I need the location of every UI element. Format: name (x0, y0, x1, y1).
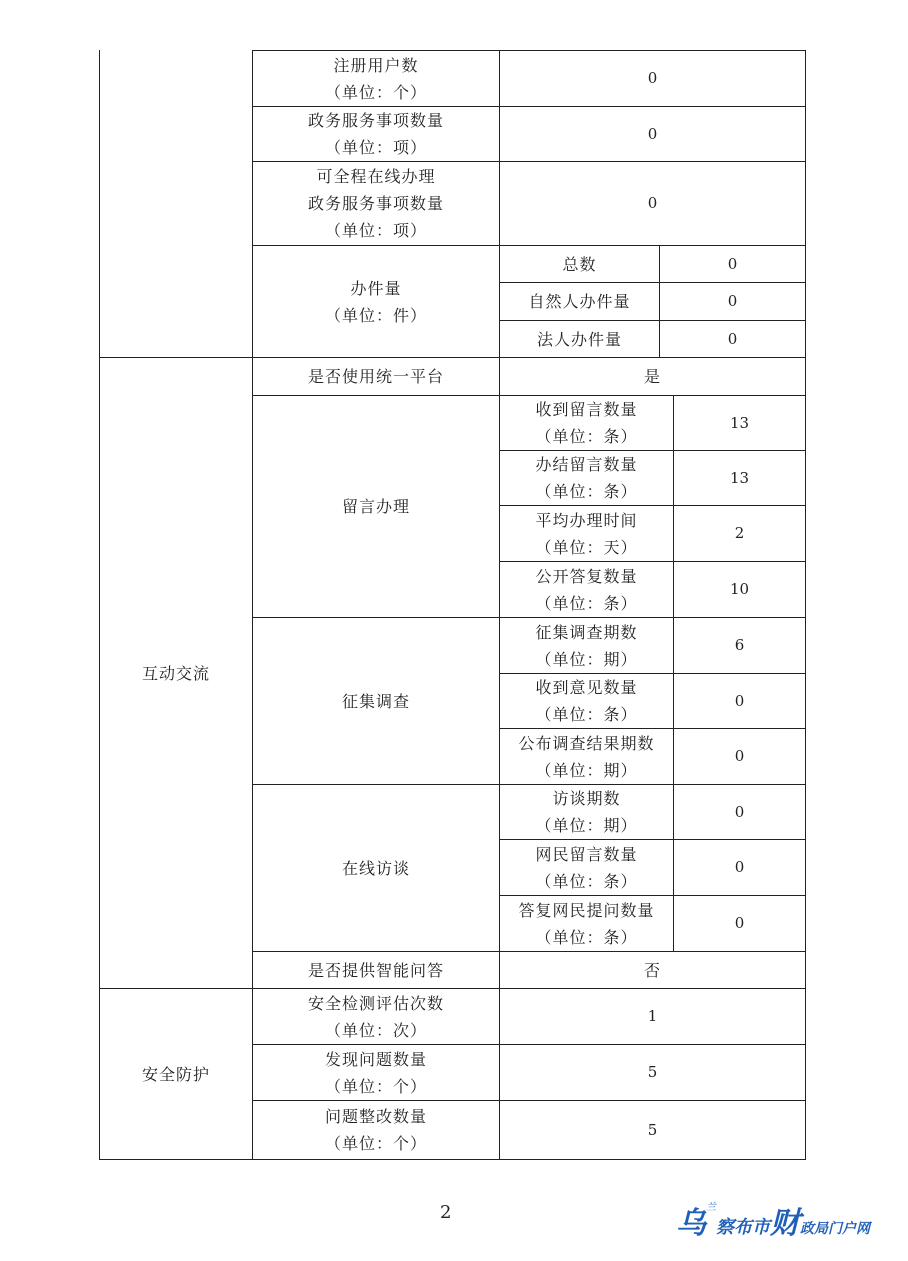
survey-periods-value: 6 (734, 636, 745, 654)
data-table (99, 50, 806, 1160)
messages-avg-time-label: 平均办理时间 （单位：天） (535, 510, 638, 557)
interview-messages-label: 网民留言数量 （单位：条） (535, 844, 638, 891)
case-total-value: 0 (727, 254, 738, 273)
survey-results-label: 公布调查结果期数 （单位：期） (518, 733, 655, 780)
messages-label: 留言办理 (341, 497, 410, 516)
survey-periods-label: 征集调查期数 （单位：期） (535, 622, 638, 669)
messages-avg-time-value: 2 (734, 524, 745, 542)
service-items-label: 政务服务事项数量 （单位：项） (307, 111, 444, 157)
messages-received-value: 13 (729, 413, 750, 432)
interview-periods-label: 访谈期数 （单位：期） (535, 789, 638, 835)
interview-messages-value: 0 (734, 858, 745, 876)
online-service-items-value: 0 (647, 194, 658, 212)
online-service-items-label: 可全程在线办理 政务服务事项数量 （单位：项） (307, 167, 444, 240)
survey-results-value: 0 (734, 747, 745, 765)
problems-found-label: 发现问题数量 （单位：个） (324, 1049, 427, 1096)
interview-replies-value: 0 (734, 914, 745, 932)
case-legal-person-value: 0 (727, 329, 738, 348)
security-category: 安全防护 (141, 1064, 210, 1084)
unified-platform-label: 是否使用统一平台 (307, 367, 444, 386)
smart-qa-value: 否 (643, 960, 661, 980)
interview-label: 在线访谈 (341, 858, 410, 878)
problems-fixed-value: 5 (647, 1120, 658, 1139)
registered-users-value: 0 (647, 69, 658, 87)
case-natural-person-value: 0 (727, 292, 738, 310)
survey-label: 征集调查 (341, 691, 410, 711)
page-number: 2 (440, 1202, 452, 1223)
problems-fixed-label: 问题整改数量 （单位：个） (324, 1107, 427, 1153)
case-legal-person-label: 法人办件量 (536, 329, 622, 349)
messages-received-label: 收到留言数量 （单位：条） (535, 400, 638, 446)
registered-users-label: 注册用户数 （单位：个） (324, 55, 427, 102)
case-total-label: 总数 (562, 254, 597, 274)
survey-opinions-label: 收到意见数量 （单位：条） (535, 678, 638, 724)
site-watermark-logo: 乌$^兰$察布市财政局门户网 (676, 1202, 870, 1241)
service-items-value: 0 (647, 124, 658, 143)
smart-qa-label: 是否提供智能问答 (307, 960, 444, 980)
messages-public-reply-label: 公开答复数量 （单位：条） (535, 566, 638, 613)
messages-closed-label: 办结留言数量 （单位：条） (535, 455, 638, 501)
case-volume-label: 办件量 （单位：件） (324, 278, 427, 325)
interview-replies-label: 答复网民提问数量 （单位：条） (518, 900, 655, 947)
problems-found-value: 5 (647, 1063, 658, 1081)
unified-platform-value: 是 (643, 367, 661, 386)
survey-opinions-value: 0 (734, 691, 745, 710)
interview-periods-value: 0 (734, 802, 745, 821)
interaction-category: 互动交流 (141, 663, 210, 683)
security-checks-value: 1 (647, 1007, 658, 1025)
security-checks-label: 安全检测评估次数 （单位：次） (307, 993, 444, 1040)
case-natural-person-label: 自然人办件量 (528, 292, 631, 311)
messages-closed-value: 13 (729, 468, 750, 487)
messages-public-reply-value: 10 (729, 580, 750, 598)
